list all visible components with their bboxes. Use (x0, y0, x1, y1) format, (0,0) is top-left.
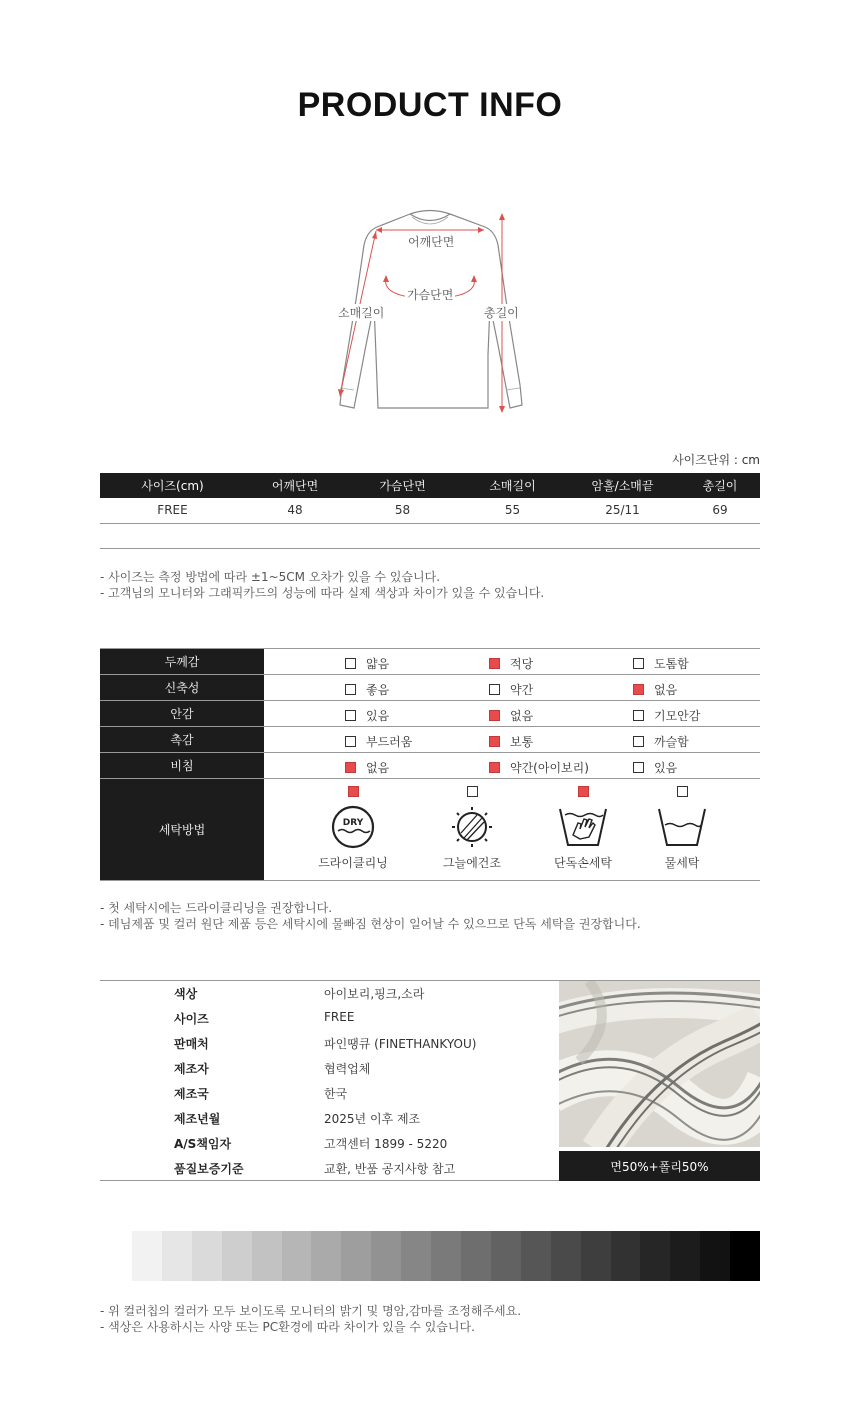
size-notes (100, 569, 544, 601)
table-row-empty (100, 523, 760, 548)
info-row (100, 1060, 560, 1085)
check-icon (345, 684, 356, 695)
water-wash-icon (657, 805, 707, 849)
color-chip (670, 1231, 700, 1281)
wash-item (298, 779, 408, 871)
option-label: 얇음 (366, 657, 390, 671)
note-line: - 고객님의 모니터와 그래픽카드의 성능에 따라 실제 색상과 차이가 있을 수 있습니다. (100, 586, 545, 600)
color-chip (192, 1231, 222, 1281)
size-header-cell: 가슴단면 (345, 473, 460, 498)
color-chip (222, 1231, 252, 1281)
note-line: - 데님제품 및 컬러 원단 제품 등은 세탁시에 물빠짐 현상이 일어날 수 있으므로 단독 세탁을 권장합니다. (100, 917, 641, 931)
color-chip (700, 1231, 730, 1281)
info-value: 2025년 이후 제조 (324, 1112, 421, 1126)
color-chip (282, 1231, 312, 1281)
info-row (100, 1035, 560, 1060)
feature-row (100, 753, 760, 779)
page-title: PRODUCT INFO (297, 86, 563, 124)
size-header-cell: 소매길이 (460, 473, 565, 498)
option-label: 기모안감 (654, 709, 701, 723)
shade-dry-icon (444, 805, 500, 849)
check-icon (348, 786, 359, 797)
option-label: 없음 (366, 761, 390, 775)
length-label: 총길이 (484, 306, 519, 320)
feature-label: 두께감 (100, 649, 264, 674)
info-row (100, 985, 560, 1010)
size-cell: FREE (100, 498, 245, 523)
wash-row (100, 779, 760, 881)
wash-item-label: 그늘에건조 (443, 856, 501, 870)
check-icon (489, 658, 500, 669)
check-icon (633, 736, 644, 747)
color-chip (162, 1231, 192, 1281)
info-row (100, 1160, 560, 1185)
option-label: 좋음 (366, 683, 390, 697)
info-value: 교환, 반품 공지사항 참고 (324, 1162, 456, 1176)
option-label: 있음 (366, 709, 390, 723)
option-label: 적당 (510, 657, 534, 671)
size-table (100, 473, 760, 549)
feature-label: 촉감 (100, 727, 264, 752)
size-unit: 사이즈단위 : cm (672, 453, 760, 467)
color-chip (461, 1231, 491, 1281)
feature-label: 안감 (100, 701, 264, 726)
wash-item-label: 물세탁 (664, 856, 700, 870)
check-icon (467, 786, 478, 797)
color-chip (491, 1231, 521, 1281)
option-label: 부드러움 (366, 735, 413, 749)
option-label: 약간 (510, 683, 534, 697)
feature-label: 비침 (100, 753, 264, 778)
size-cell: 58 (345, 498, 460, 523)
color-chip (252, 1231, 282, 1281)
note-line: - 첫 세탁시에는 드라이클리닝을 권장합니다. (100, 901, 333, 915)
color-chip (132, 1231, 162, 1281)
info-row (100, 1085, 560, 1110)
color-chip (311, 1231, 341, 1281)
feature-row (100, 727, 760, 753)
color-notes (100, 1303, 521, 1335)
info-label: 품질보증기준 (174, 1162, 244, 1176)
option-label: 약간(아이보리) (510, 761, 589, 775)
wash-item-label: 드라이클리닝 (318, 856, 388, 870)
check-icon (633, 762, 644, 773)
size-header-cell: 어깨단면 (245, 473, 345, 498)
info-label: A/S책임자 (174, 1137, 232, 1151)
note-line: - 사이즈는 측정 방법에 따라 ±1~5CM 오차가 있을 수 있습니다. (100, 570, 441, 584)
color-chip (431, 1231, 461, 1281)
wash-item-label: 단독손세탁 (554, 856, 612, 870)
fabric-composition: 면50%+폴리50% (559, 1151, 760, 1181)
dry-clean-icon (330, 805, 376, 849)
check-icon (489, 710, 500, 721)
wash-item (417, 779, 527, 871)
info-row (100, 1135, 560, 1160)
info-value: 한국 (324, 1087, 348, 1101)
feature-label: 신축성 (100, 675, 264, 700)
info-label: 제조년월 (174, 1112, 221, 1126)
color-chip (730, 1231, 760, 1281)
check-icon (345, 710, 356, 721)
feature-row (100, 701, 760, 727)
check-icon (489, 684, 500, 695)
check-icon (578, 786, 589, 797)
size-cell: 55 (460, 498, 565, 523)
info-value: 고객센터 1899 - 5220 (324, 1137, 448, 1151)
info-value: FREE (324, 1010, 355, 1024)
info-value: 아이보리,핑크,소라 (324, 987, 425, 1001)
size-cell: 69 (680, 498, 760, 523)
option-label: 도톰함 (654, 657, 689, 671)
option-label: 없음 (510, 709, 534, 723)
check-icon (633, 658, 644, 669)
size-cell: 48 (245, 498, 345, 523)
color-chip (401, 1231, 431, 1281)
note-line: - 위 컬러칩의 컬러가 모두 보이도록 모니터의 밝기 및 명암,감마를 조정해주세요. (100, 1304, 522, 1318)
info-row (100, 1110, 560, 1135)
feature-row (100, 649, 760, 675)
wash-notes (100, 900, 641, 932)
info-label: 판매처 (174, 1037, 209, 1051)
size-header-cell: 사이즈(cm) (100, 473, 245, 498)
check-icon (677, 786, 688, 797)
check-icon (345, 736, 356, 747)
size-header-cell: 암홀/소매끝 (565, 473, 680, 498)
table-row (100, 498, 760, 523)
check-icon (345, 658, 356, 669)
note-line: - 색상은 사용하시는 사양 또는 PC환경에 따라 차이가 있을 수 있습니다. (100, 1320, 475, 1334)
gray-scale-chips (132, 1231, 760, 1281)
info-value: 파인땡큐 (FINETHANKYOU) (324, 1037, 477, 1051)
size-header-cell: 총길이 (680, 473, 760, 498)
option-label: 까슬함 (654, 735, 689, 749)
product-info-table (100, 980, 760, 1181)
feature-table (100, 648, 760, 881)
svg-text:DRY: DRY (342, 818, 364, 828)
info-value: 협력업체 (324, 1062, 371, 1076)
chest-label: 가슴단면 (407, 288, 454, 302)
color-chip (551, 1231, 581, 1281)
color-chip (581, 1231, 611, 1281)
color-chip (640, 1231, 670, 1281)
option-label: 있음 (654, 761, 678, 775)
color-chip (371, 1231, 401, 1281)
option-label: 없음 (654, 683, 678, 697)
color-chip (521, 1231, 551, 1281)
info-label: 제조국 (174, 1087, 209, 1101)
info-row (100, 1010, 560, 1035)
wash-item (528, 779, 638, 871)
info-label: 사이즈 (174, 1012, 209, 1026)
feature-row (100, 675, 760, 701)
color-chip (341, 1231, 371, 1281)
option-label: 보통 (510, 735, 534, 749)
size-cell: 25/11 (565, 498, 680, 523)
size-table-header (100, 473, 760, 498)
check-icon (633, 710, 644, 721)
check-icon (489, 762, 500, 773)
info-label: 색상 (174, 987, 198, 1001)
check-icon (345, 762, 356, 773)
shoulder-label: 어깨단면 (408, 235, 455, 249)
sleeve-label: 소매길이 (338, 306, 385, 320)
hand-wash-icon (558, 805, 608, 849)
info-label: 제조자 (174, 1062, 209, 1076)
check-icon (489, 736, 500, 747)
size-diagram (320, 205, 540, 420)
fabric-photo (559, 981, 760, 1147)
wash-label: 세탁방법 (100, 779, 264, 880)
wash-item (627, 779, 737, 871)
check-icon (633, 684, 644, 695)
color-chip (611, 1231, 641, 1281)
